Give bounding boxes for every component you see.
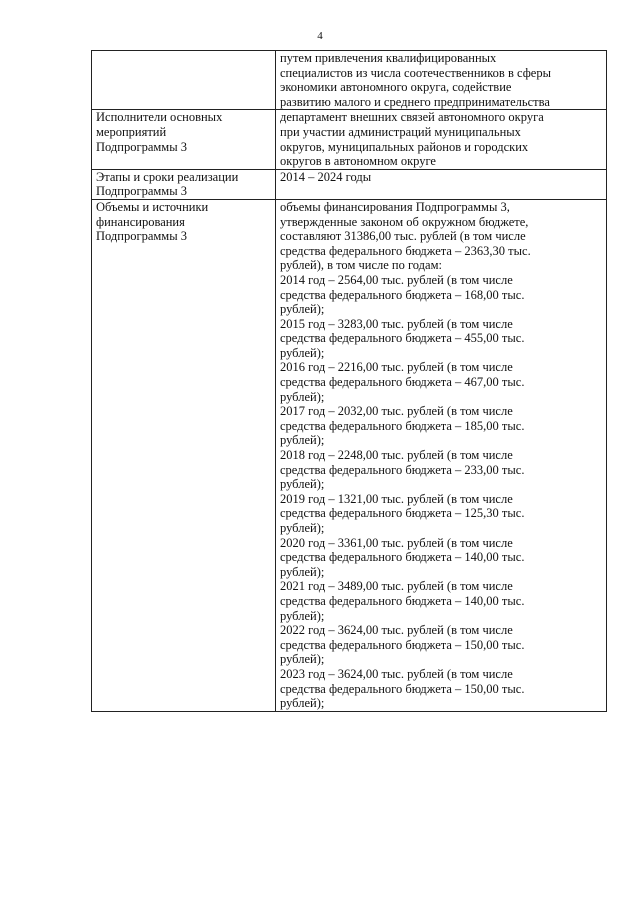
content-line: округов в автономном округе	[280, 154, 436, 169]
content-line: рублей);	[280, 696, 325, 711]
content-line: составляют 31386,00 тыс. рублей (в том числе	[280, 229, 526, 244]
content-line: средства федерального бюджета – 150,00 тыс.	[280, 637, 525, 652]
content-line: рублей);	[280, 521, 325, 535]
table-row	[92, 169, 607, 199]
row-content-cell	[276, 51, 607, 110]
content-line: специалистов из числа соотечественников в сферы	[280, 65, 551, 80]
content-line: 2014 год – 2564,00 тыс. рублей (в том числе	[280, 272, 513, 287]
subprogram-passport-table	[91, 50, 607, 712]
content-line: средства федерального бюджета – 455,00 тыс.	[280, 331, 525, 346]
content-line: рублей);	[280, 433, 325, 448]
row-content-cell	[276, 199, 607, 711]
table-row	[92, 110, 607, 169]
content-line: средства федерального бюджета – 233,00 тыс.	[280, 462, 525, 477]
content-line: средства федерального бюджета – 467,00 тыс.	[280, 375, 525, 390]
content-line: 2023 год – 3624,00 тыс. рублей (в том числе	[280, 666, 513, 681]
content-line: 2014 – 2024 годы	[280, 169, 372, 184]
label-line: Подпрограммы 3	[96, 229, 187, 244]
content-line: рублей);	[280, 652, 325, 667]
content-line: объемы финансирования Подпрограммы 3,	[280, 199, 510, 214]
content-line: департамент внешних связей автономного округа	[280, 110, 544, 125]
label-line: Этапы и сроки реализации	[96, 169, 239, 184]
row-label-cell	[92, 199, 276, 711]
content-line: рублей);	[280, 345, 325, 360]
content-line: 2015 год – 3283,00 тыс. рублей (в том числе	[280, 316, 513, 331]
content-line: рублей);	[280, 477, 325, 492]
row-label-cell	[92, 110, 276, 169]
content-line: утвержденные законом об окружном бюджете,	[280, 214, 529, 229]
content-line: средства федерального бюджета – 140,00 тыс.	[280, 550, 525, 565]
content-line: 2016 год – 2216,00 тыс. рублей (в том числе	[280, 360, 513, 375]
content-line: средства федерального бюджета – 125,30 тыс.	[280, 506, 525, 521]
row-label-cell	[92, 51, 276, 110]
content-line: развитию малого и среднего предпринимательства	[280, 94, 550, 109]
label-line: Объемы и источники	[96, 199, 209, 214]
table-row	[92, 51, 607, 110]
content-line: 2020 год – 3361,00 тыс. рублей (в том числе	[280, 535, 513, 550]
table-body	[92, 51, 607, 712]
row-content-cell	[276, 169, 607, 199]
content-line: путем привлечения квалифицированных	[280, 51, 497, 65]
table-row	[92, 199, 607, 711]
row-content-cell	[276, 110, 607, 169]
content-line: 2022 год – 3624,00 тыс. рублей (в том числе	[280, 623, 513, 638]
content-line: рублей);	[280, 564, 325, 579]
content-line: рублей), в том числе по годам:	[280, 258, 442, 273]
content-line: 2021 год – 3489,00 тыс. рублей (в том числе	[280, 579, 513, 594]
content-line: средства федерального бюджета – 185,00 тыс.	[280, 418, 525, 433]
label-line: Подпрограммы 3	[96, 139, 187, 154]
content-line: средства федерального бюджета – 150,00 тыс.	[280, 681, 525, 696]
content-line: рублей);	[280, 389, 325, 404]
content-line: округов, муниципальных районов и городских	[280, 139, 529, 154]
content-line: 2017 год – 2032,00 тыс. рублей (в том числе	[280, 404, 513, 419]
content-line: средства федерального бюджета – 140,00 тыс.	[280, 593, 525, 608]
label-line: финансирования	[96, 214, 185, 229]
content-line: рублей);	[280, 608, 325, 623]
label-line: Подпрограммы 3	[96, 184, 187, 199]
content-line: 2018 год – 2248,00 тыс. рублей (в том числе	[280, 448, 513, 463]
content-line: при участии администраций муниципальных	[280, 124, 521, 139]
label-line: Исполнители основных	[96, 110, 223, 125]
label-line: мероприятий	[96, 124, 167, 139]
content-line: средства федерального бюджета – 168,00 тыс.	[280, 287, 525, 302]
content-line: экономики автономного округа, содействие	[280, 80, 512, 95]
content-line: рублей);	[280, 302, 325, 317]
content-line: средства федерального бюджета – 2363,30 тыс.	[280, 243, 531, 258]
content-line: 2019 год – 1321,00 тыс. рублей (в том числе	[280, 491, 513, 506]
page-number: 4	[317, 30, 323, 42]
row-label-cell	[92, 169, 276, 199]
